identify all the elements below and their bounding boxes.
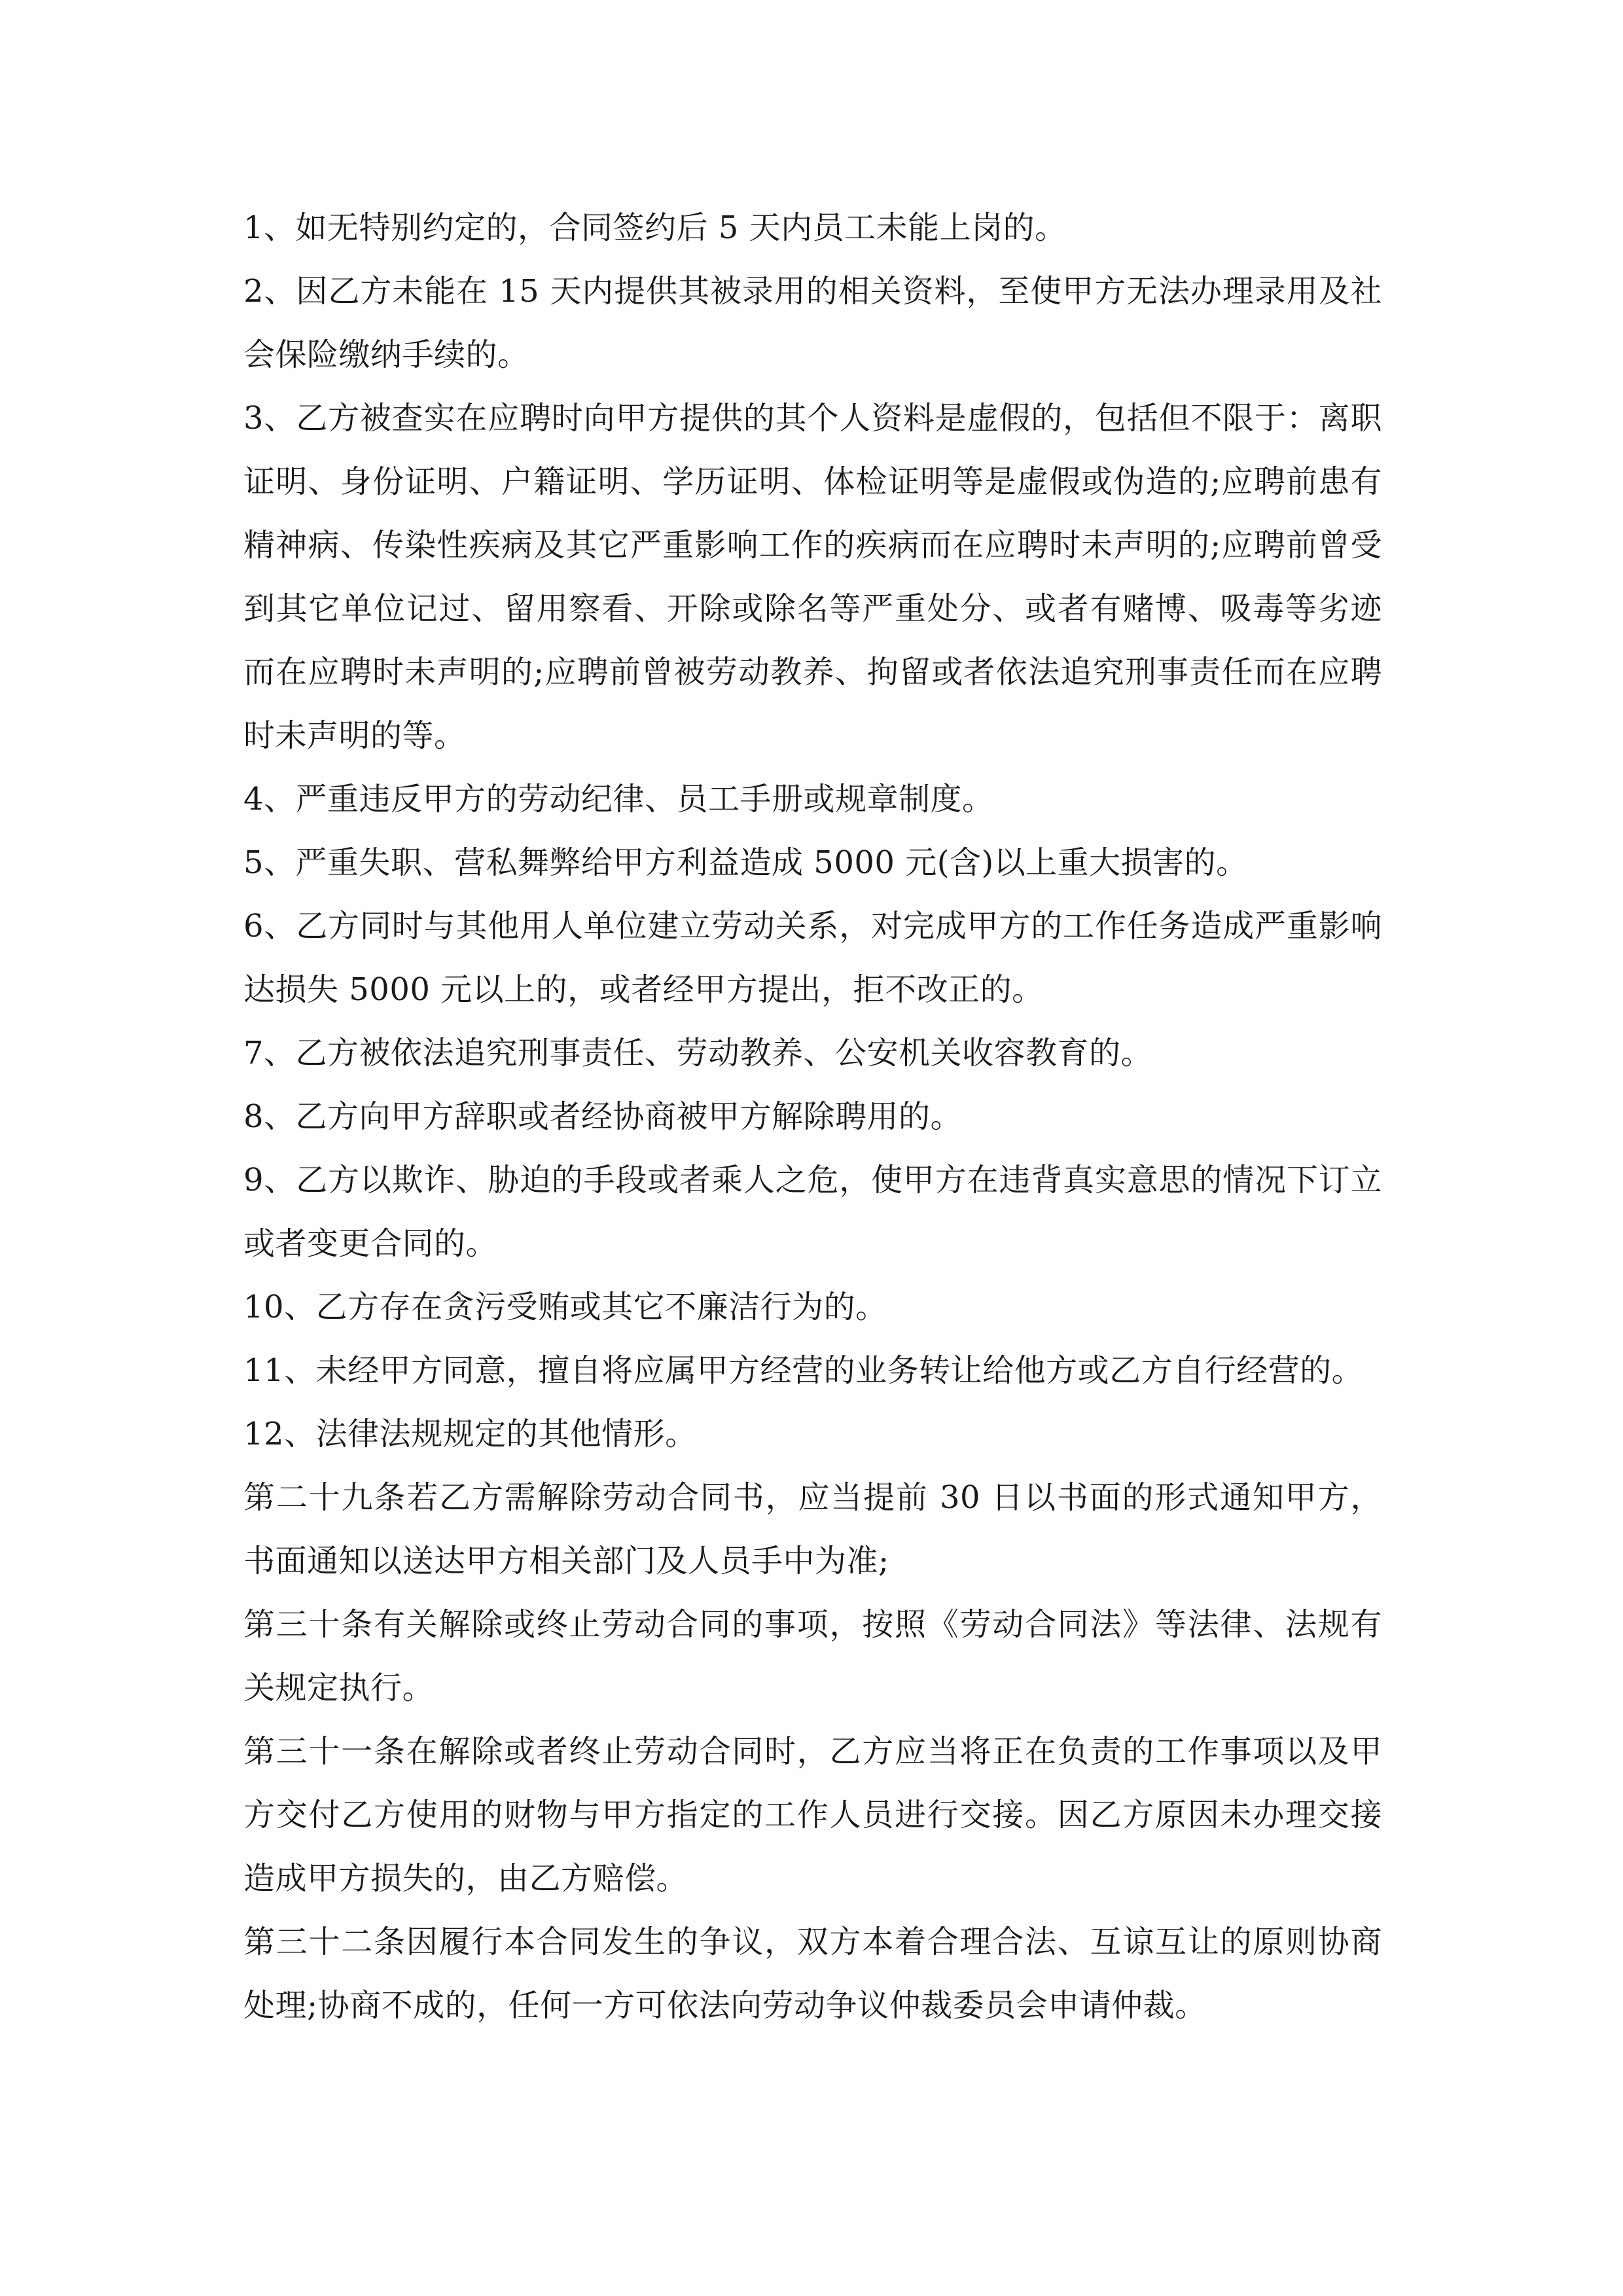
paragraph-item-2: 2、因乙方未能在 15 天内提供其被录用的相关资料，至使甲方无法办理录用及社会保险缴纳手续的。 bbox=[243, 273, 1382, 373]
paragraph-item-12: 12、法律法规规定的其他情形。 bbox=[243, 1416, 697, 1452]
article-29: 第二十九条若乙方需解除劳动合同书，应当提前 30 日以书面的形式通知甲方，书面通知以送达甲方相关部门及人员手中为准; bbox=[243, 1479, 1382, 1579]
paragraph-item-11: 11、未经甲方同意，擅自将应属甲方经营的业务转让给他方或乙方自行经营的。 bbox=[243, 1352, 1364, 1389]
paragraph-item-3: 3、乙方被查实在应聘时向甲方提供的其个人资料是虚假的，包括但不限于：离职证明、身份证明、户籍证明、学历证明、体检证明等是虚假或伪造的;应聘前患有精神病、传染性疾病及其它严重影响工作的疾病而在应聘时未声明的;应聘前曾受到其它单位记过、留用察看、开除或除名等严重处分、或者有赌博、吸毒等劣迹而在应聘时未声明的;应聘前曾被劳动教养、拘留或者依法追究刑事责任而在应聘时未声明的等。 bbox=[243, 400, 1382, 754]
paragraph-item-5: 5、严重失职、营私舞弊给甲方利益造成 5000 元(含)以上重大损害的。 bbox=[243, 844, 1248, 881]
paragraph-item-8: 8、乙方向甲方辞职或者经协商被甲方解除聘用的。 bbox=[243, 1098, 963, 1135]
paragraph-item-10: 10、乙方存在贪污受贿或其它不廉洁行为的。 bbox=[243, 1289, 887, 1325]
article-32: 第三十二条因履行本合同发生的争议，双方本着合理合法、互谅互让的原则协商处理;协商不成的，任何一方可依法向劳动争议仲裁委员会申请仲裁。 bbox=[243, 1924, 1382, 2024]
paragraph-item-4: 4、严重违反甲方的劳动纪律、员工手册或规章制度。 bbox=[243, 781, 994, 817]
article-31: 第三十一条在解除或者终止劳动合同时，乙方应当将正在负责的工作事项以及甲方交付乙方使用的财物与甲方指定的工作人员进行交接。因乙方原因未办理交接造成甲方损失的，由乙方赔偿。 bbox=[243, 1733, 1382, 1897]
paragraph-item-9: 9、乙方以欺诈、胁迫的手段或者乘人之危，使甲方在违背真实意思的情况下订立或者变更合同的。 bbox=[243, 1162, 1382, 1262]
document-body bbox=[243, 196, 1382, 2037]
paragraph-item-6: 6、乙方同时与其他用人单位建立劳动关系，对完成甲方的工作任务造成严重影响达损失 5000 元以上的，或者经甲方提出，拒不改正的。 bbox=[243, 908, 1382, 1008]
paragraph-item-7: 7、乙方被依法追究刑事责任、劳动教养、公安机关收容教育的。 bbox=[243, 1035, 1153, 1071]
article-30: 第三十条有关解除或终止劳动合同的事项，按照《劳动合同法》等法律、法规有关规定执行。 bbox=[243, 1606, 1382, 1706]
paragraph-item-1: 1、如无特别约定的，合同签约后 5 天内员工未能上岗的。 bbox=[243, 209, 1067, 246]
